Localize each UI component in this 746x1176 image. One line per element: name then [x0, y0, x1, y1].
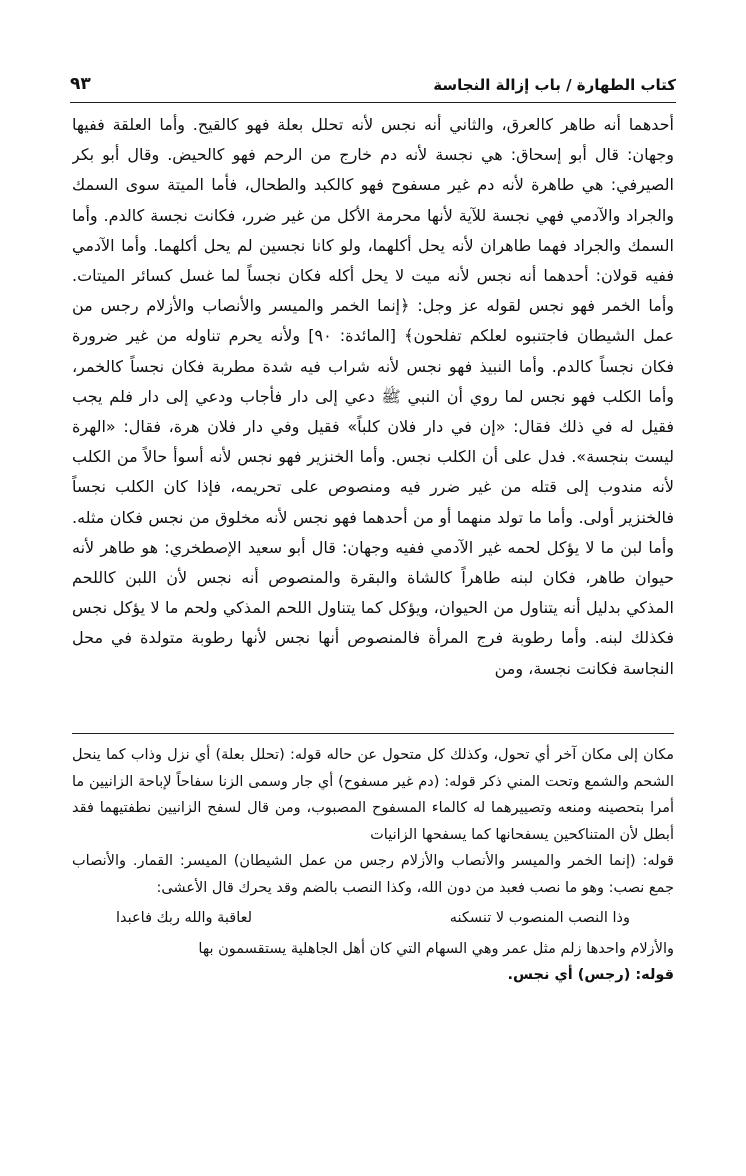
verse-second-hemistich: لعاقبة والله ربك فاعبدا: [116, 910, 253, 926]
page-number: ٩٣: [70, 74, 91, 94]
poetry-verse: [72, 903, 674, 934]
footnote-line-4: قوله: (رجس) أي نجس.: [507, 967, 674, 983]
running-title: كتاب الطهارة / باب إزالة النجاسة: [433, 76, 676, 94]
page-header: [70, 72, 676, 103]
footnote-line-3: والأزلام واحدها زلم مثل عمر وهي السهام التي كان أهل الجاهلية يستقسمون بها: [198, 940, 674, 957]
footnote-line-2: قوله: (إنما الخمر والميسر والأنصاب والأزلام رجس من عمل الشيطان) الميسر: القمار. والأنصاب جمع نصب: وهو ما نصب فعبد من دون الله، وكذا النصب بالضم وقد يحرك قال الأعشى:: [72, 853, 674, 896]
verse-first-hemistich: وذا النصب المنصوب لا تنسكنه: [449, 910, 630, 926]
footnote-divider: [72, 733, 674, 734]
main-paragraph: أحدهما أنه طاهر كالعرق، والثاني أنه نجس لأنه تحلل بعلة فهو كالقيح. وأما العلقة ففيها وجهان: قال أبو إسحاق: هي نجسة لأنه دم خارج من الرحم فهو كالحيض. وقال أبو بكر الصيرفي: هي طاهرة لأنه دم غير مسفوح فهو كالكبد والطحال، فأما الميتة سوى السمك والجراد والآدمي فهي نجسة للآية لأنها محرمة الأكل من غير ضرر، فكانت نجسة كالدم. وأما السمك والجراد فهما طاهران لأنه يحل أكلهما، ولو كانا نجسين لم يحل أكلهما. وأما الآدمي ففيه قولان: أحدهما أنه نجس لأنه ميت لا يحل أكله فكان نجساً لما غسل كسائر الميتات. وأما الخمر فهو نجس لقوله عز وجل: ﴿إنما الخمر والميسر والأنصاب والأزلام رجس من عمل الشيطان فاجتنبوه لعلكم تفلحون﴾ [المائدة: ٩٠] ولأنه يحرم تناوله من غير ضرورة فكان نجساً كالدم. وأما النبيذ فهو نجس لأنه شراب فيه شدة مطربة فكان نجساً كالخمر، وأما الكلب فهو نجس لما روي أن النبي ﷺ دعي إلى دار فأجاب ودعي إلى دار فلم يجب فقيل له في ذلك فقال: «إن في دار فلان كلباً» فقيل وفي دار فلان هرة، فقال: «الهرة ليست بنجسة». فدل على أن الكلب نجس. وأما الخنزير فهو نجس لأنه أسوأ حالاً من الكلب لأنه مندوب إلى قتله من غير ضرر فيه ومنصوص على تحريمه، فإذا كان الكلب نجساً فالخنزير أولى. وأما ما تولد منهما أو من أحدهما فهو نجس لأنه مخلوق من نجس فكان مثله. وأما لبن ما لا يؤكل لحمه غير الآدمي ففيه وجهان: قال أبو سعيد الإصطخري: هو طاهر لأنه حيوان طاهر، فكان لبنه طاهراً كالشاة والبقرة والمنصوص أنه نجس لأن اللبن كاللحم المذكي بدليل أنه يتناول من الحيوان، ويؤكل كما يتناول اللحم المذكي ولحم ما لا يؤكل نجس فكذلك لبنه. وأما رطوبة فرج المرأة فالمنصوص أنها نجس لأنها رطوبة متولدة في محل النجاسة فكانت نجسة، ومن: [72, 115, 674, 678]
footnotes: [72, 742, 674, 1112]
main-text-body: [72, 110, 674, 715]
footnote-line-1: مكان إلى مكان آخر أي تحول، وكذلك كل متحول عن حاله قوله: (تحلل بعلة) أي نزل وذاب كما ينحل الشحم والشمع وتحت المني ذكر قوله: (دم غير مسفوح) أي جار وسمى الزنا سفاحاً لإباحة الزانيين ما أمرا بتحصينه ومنعه وتصييرهما له كالماء المسفوح المصبوب، ومن قال لسفح الزانيين نطفتيهما فقد أبطل لأن المتناكحين يسفحانها كما يسفحها الزانيات: [72, 747, 674, 843]
